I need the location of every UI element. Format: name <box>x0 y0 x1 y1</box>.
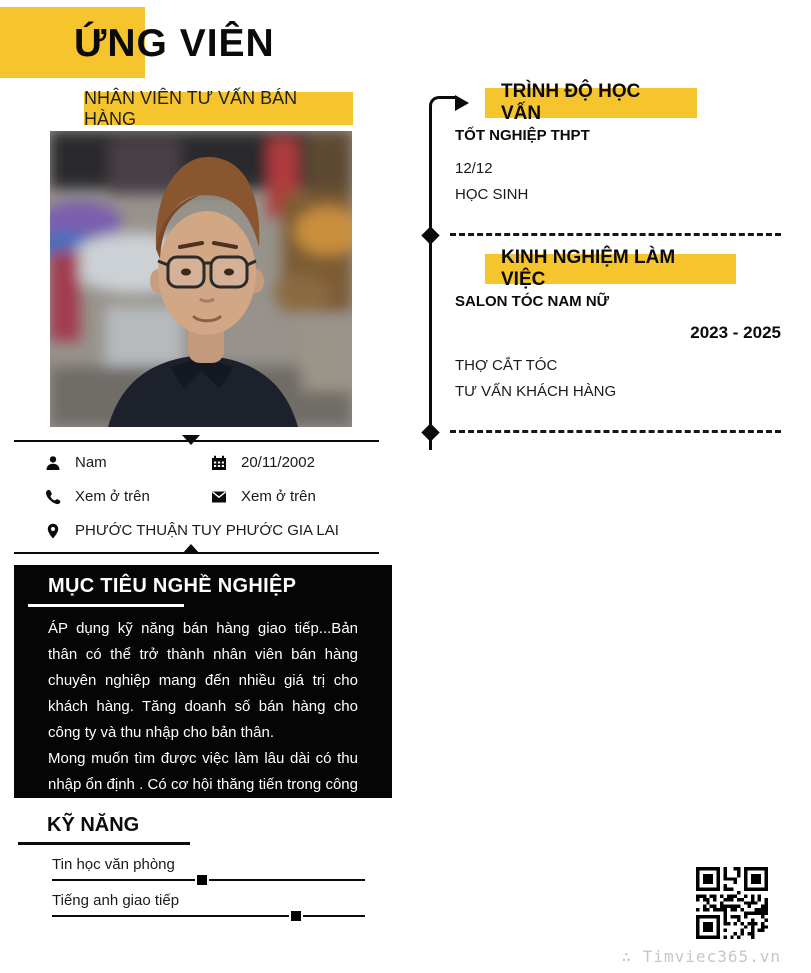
contact-address-value: PHƯỚC THUẬN TUY PHƯỚC GIA LAI <box>75 522 339 539</box>
contact-gender <box>45 454 107 471</box>
profile-photo-art <box>50 131 352 427</box>
objective-heading: MỤC TIÊU NGHỀ NGHIỆP <box>48 575 297 597</box>
triangle-down-icon <box>182 435 200 445</box>
watermark-logo: ∴ Timviec365.vn <box>621 947 781 966</box>
objective-paragraph-1: ÁP dụng kỹ năng bán hàng giao tiếp...Bản thân có thể trở thành nhân viên bán hàng chuyên nghiệp mang đến nhiều giá trị cho khách hàng. Tăng doanh số bán hàng cho công ty và thu nhập cho bản thân. <box>48 620 358 741</box>
triangle-up-icon <box>182 544 200 554</box>
education-degree: TỐT NGHIỆP THPT <box>455 127 590 144</box>
skill-slider-handle[interactable] <box>195 873 209 887</box>
contact-gender-value: Nam <box>75 454 107 471</box>
profile-photo <box>50 131 352 427</box>
contact-phone <box>45 488 150 505</box>
contact-phone-value: Xem ở trên <box>75 488 150 505</box>
objective-section <box>14 565 392 819</box>
contact-birth-date <box>211 454 315 471</box>
page-title: ỨNG VIÊN <box>74 22 275 65</box>
skills-underline <box>18 842 190 845</box>
contact-email <box>211 488 316 505</box>
skill-bar <box>52 879 365 881</box>
section-dashed-divider <box>450 430 781 433</box>
experience-heading: KINH NGHIỆM LÀM VIỆC <box>485 254 736 284</box>
contact-email-value: Xem ở trên <box>241 488 316 505</box>
location-pin-icon <box>45 523 61 539</box>
section-dashed-divider <box>450 233 781 236</box>
education-heading: TRÌNH ĐỘ HỌC VẤN <box>485 88 697 118</box>
experience-company: SALON TÓC NAM NỮ <box>455 293 610 310</box>
qr-code <box>696 867 768 939</box>
objective-paragraph-2: Mong muốn tìm được việc làm lâu dài có thu nhập ổn định . Có cơ hội thăng tiến trong công việc. <box>48 750 358 819</box>
contact-address <box>45 522 339 539</box>
objective-underline <box>28 604 184 607</box>
education-role: HỌC SINH <box>455 186 529 203</box>
skills-heading: KỸ NĂNG <box>47 814 140 836</box>
user-icon <box>45 455 61 471</box>
job-title: NHÂN VIÊN TƯ VẤN BÁN HÀNG <box>84 92 353 125</box>
skill-label: Tiếng anh giao tiếp <box>52 892 180 909</box>
calendar-icon <box>211 455 227 471</box>
arrow-right-icon <box>455 95 469 111</box>
skill-label: Tin học văn phòng <box>52 856 175 873</box>
phone-icon <box>45 489 61 505</box>
contact-birth-date-value: 20/11/2002 <box>241 454 315 471</box>
contact-bottom-divider <box>14 552 379 554</box>
experience-role: THỢ CẮT TÓC <box>455 357 558 374</box>
skill-slider-handle[interactable] <box>289 909 303 923</box>
skill-bar <box>52 915 365 917</box>
experience-role: TƯ VẤN KHÁCH HÀNG <box>455 383 617 400</box>
education-grade: 12/12 <box>455 160 493 177</box>
envelope-icon <box>211 489 227 505</box>
contact-top-divider <box>14 440 379 442</box>
experience-period: 2023 - 2025 <box>690 323 781 342</box>
timeline-line <box>429 96 455 450</box>
